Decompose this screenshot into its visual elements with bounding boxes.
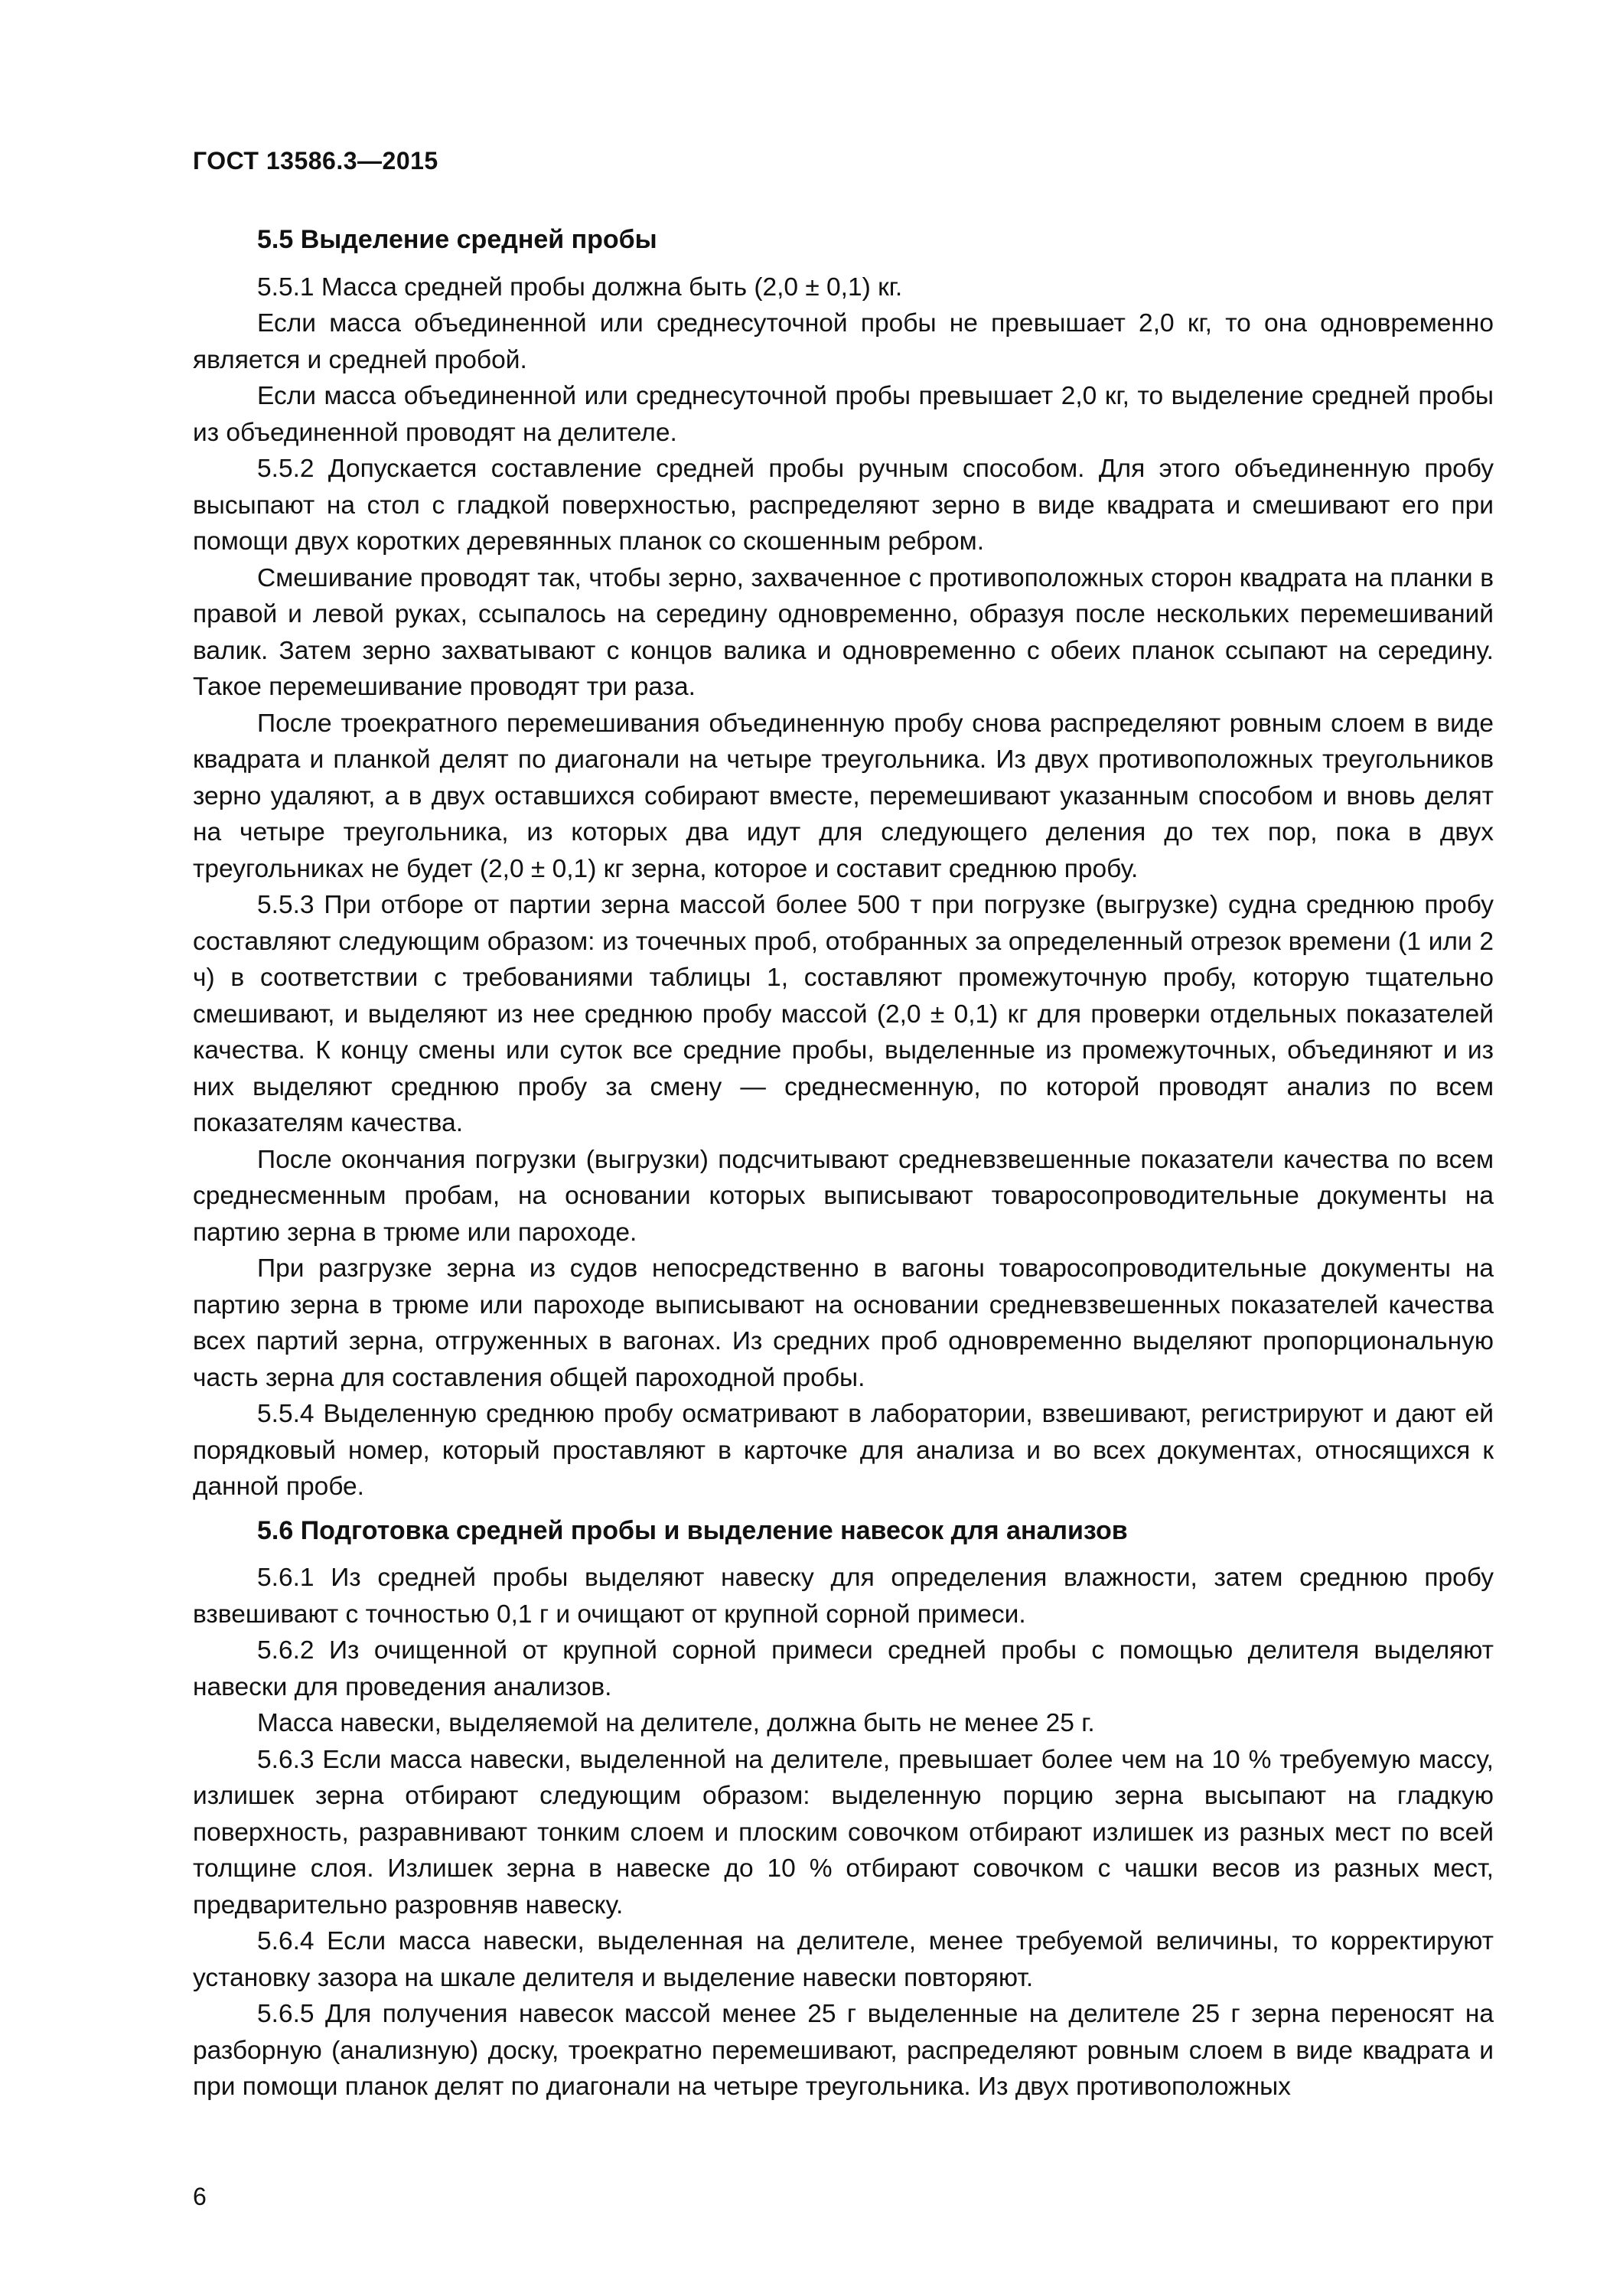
paragraph: 5.6.1 Из средней пробы выделяют навеску для определения влажности, затем среднюю пробу взвешивают с точностью 0,1 г и очищают от крупной сорной примеси.	[193, 1564, 1494, 1629]
page-number: 6	[193, 2183, 207, 2210]
section-title: 5.5 Выделение средней пробы	[257, 225, 657, 254]
paragraph: При разгрузке зерна из судов непосредственно в вагоны товаросопроводительные документы на партию зерна в трюме или пароходе выписывают на основании средневзвешенных показателей качества всех партий зерна, отгруженных в вагонах. Из средних проб одновременно выделяют пропорциональную часть зерна для составления общей пароходной пробы.	[193, 1254, 1494, 1392]
paragraph: Масса навески, выделяемой на делителе, должна быть не менее 25 г.	[257, 1709, 1095, 1737]
paragraph: 5.6.5 Для получения навесок массой менее 25 г выделенные на делителе 25 г зерна переносят на разборную (анализную) доску, троекратно перемешивают, распределяют ровным слоем в виде квадрата и при помощи планок делят по диагонали на четыре треугольника. Из двух противоположных	[193, 2000, 1494, 2101]
paragraph: 5.6.3 Если масса навески, выделенной на делителе, превышает более чем на 10 % требуемую массу, излишек зерна отбирают следующим образом: выделенную порцию зерна высыпают на гладкую поверхность, разравнивают тонким слоем и плоским совочком отбирают излишек из разных мест по всей толщине слоя. Излишек зерна в навеске до 10 % отбирают совочком с чашки весов из разных мест, предварительно разровняв навеску.	[193, 1745, 1494, 1919]
paragraph: 5.5.4 Выделенную среднюю пробу осматривают в лаборатории, взвешивают, регистрируют и дают ей порядковый номер, который проставляют в карточке для анализа и во всех документах, относящихся к данной пробе.	[193, 1400, 1494, 1501]
paragraph: 5.6.4 Если масса навески, выделенная на делителе, менее требуемой величины, то корректируют установку зазора на шкале делителя и выделение навески повторяют.	[193, 1927, 1494, 1992]
section-title: 5.6 Подготовка средней пробы и выделение навесок для анализов	[257, 1515, 1128, 1545]
paragraph: После троекратного перемешивания объединенную пробу снова распределяют ровным слоем в виде квадрата и планкой делят по диагонали на четыре треугольника. Из двух противоположных треугольников зерно удаляют, а в двух оставшихся собирают вместе, перемешивают указанным способом и вновь делят на четыре треугольника, из которых два идут для следующего деления до тех пор, пока в двух треугольниках не будет (2,0 ± 0,1) кг зерна, которое и составит среднюю пробу.	[193, 709, 1494, 883]
paragraph: 5.5.1 Масса средней пробы должна быть (2,0 ± 0,1) кг.	[257, 272, 903, 302]
paragraph: Если масса объединенной или среднесуточной пробы превышает 2,0 кг, то выделение средней пробы из объединенной проводят на делителе.	[193, 382, 1494, 447]
paragraph: 5.5.3 При отборе от партии зерна массой более 500 т при погрузке (выгрузке) судна среднюю пробу составляют следующим образом: из точечных проб, отобранных за определенный отрезок времени (1 или 2 ч) в соответствии с требованиями таблицы 1, составляют промежуточную пробу, которую тщательно смешивают, и выделяют из нее среднюю пробу массой (2,0 ± 0,1) кг для проверки отдельных показателей качества. К концу смены или суток все средние пробы, выделенные из промежуточных, объединяют и из них выделяют среднюю пробу за смену — среднесменную, по которой проводят анализ по всем показателям качества.	[193, 891, 1494, 1137]
document-body	[193, 222, 1494, 2105]
paragraph: Если масса объединенной или среднесуточной пробы не превышает 2,0 кг, то она одновременно является и средней пробой.	[193, 309, 1494, 374]
standard-code-header: ГОСТ 13586.3—2015	[193, 147, 438, 174]
paragraph: Смешивание проводят так, чтобы зерно, захваченное с противоположных сторон квадрата на планки в правой и левой руках, ссыпалось на середину одновременно, образуя после нескольких перемешиваний валик. Затем зерно захватывают с концов валика и одновременно с обеих планок ссыпают на середину. Такое перемешивание проводят три раза.	[193, 563, 1494, 701]
paragraph: 5.5.2 Допускается составление средней пробы ручным способом. Для этого объединенную пробу высыпают на стол с гладкой поверхностью, распределяют зерно в виде квадрата и смешивают его при помощи двух коротких деревянных планок со скошенным ребром.	[193, 455, 1494, 556]
paragraph: После окончания погрузки (выгрузки) подсчитывают средневзвешенные показатели качества по всем среднесменным пробам, на основании которых выписывают товаросопроводительные документы на партию зерна в трюме или пароходе.	[193, 1145, 1494, 1247]
paragraph: 5.6.2 Из очищенной от крупной сорной примеси средней пробы с помощью делителя выделяют навески для проведения анализов.	[193, 1636, 1494, 1701]
